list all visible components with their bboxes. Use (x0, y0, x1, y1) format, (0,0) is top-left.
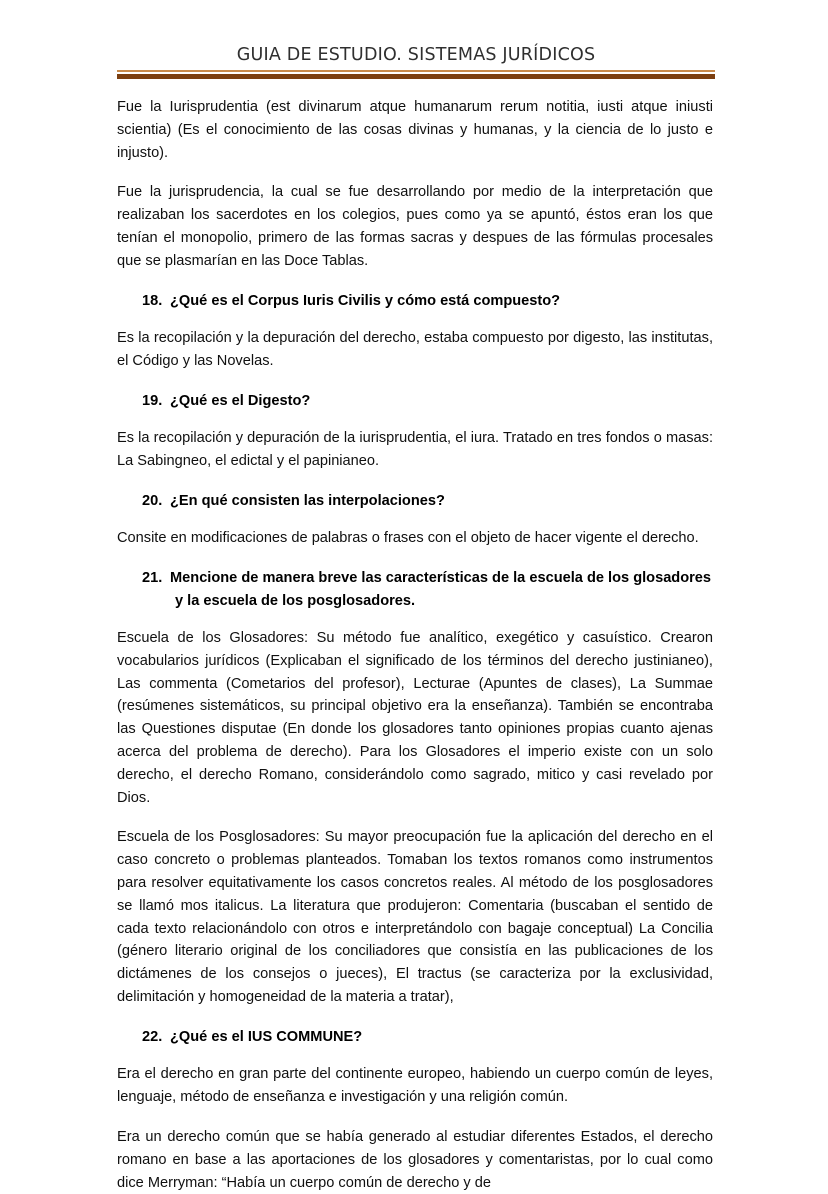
body-paragraph: Fue la Iurisprudentia (est divinarum atque humanarum rerum notitia, iusti atque iniusti scientia) (Es el conocimiento de las cosas divinas y humanas, y la ciencia de lo justo e injusto). (117, 99, 713, 161)
question-number: 19. (142, 392, 163, 409)
body-paragraph: Escuela de los Glosadores: Su método fue analítico, exegético y casuístico. Crearon vocabularios jurídicos (Explicaban el significado de los términos del derecho justinianeo), Las commenta (Cometarios del profesor), Lecturae (Apuntes de clases), La Summae (resúmenes sistemáticos, su principal objetivo era la enseñanza). También se encontraba las Questiones disputae (En donde los glosadores tanto opiniones propias cuanto ajenas acerca del problema de derecho). Para los Glosadores el imperio existe con un solo derecho, el derecho Romano, considerándolo como sagrado, mitico y casi revelado por Dios. (117, 630, 713, 806)
question-text: ¿En qué consisten las interpolaciones? (170, 492, 445, 509)
body-paragraph: Es la recopilación y depuración de la iurisprudentia, el iura. Tratado en tres fondos o masas: La Sabingneo, el edictal y el papinianeo. (117, 430, 713, 469)
question-text: Mencione de manera breve las características de la escuela de los glosadores y la escuela de los posglosadores. (170, 570, 712, 609)
body-paragraph: Fue la jurisprudencia, la cual se fue desarrollando por medio de la interpretación que realizaban los sacerdotes en los colegios, pues como ya se apuntó, éstos eran los que tenían el monopolio, primero de las formas sacras y despues de las fórmulas procesales que se plasmarían en las Doce Tablas. (117, 184, 713, 269)
body-paragraph: Era un derecho común que se había generado al estudiar diferentes Estados, el derecho romano en base a las aportaciones de los glosadores y comentaristas, por lo cual como dice Merryman: “Había un cuerpo común de derecho y de (117, 1128, 713, 1191)
body-paragraph: Escuela de los Posglosadores: Su mayor preocupación fue la aplicación del derecho en el caso concreto o problemas planteados. Tomaban los textos romanos como instrumentos para resolver equitativamente los casos concretos reales. Al método de los posglosadores se llamó mos italicus. La literatura que produjeron: Comentaria (buscaban el sentido de cada texto relacionándolo con otros e interpretándolo con bagaje conceptual) La Concilia (género literario original de los conciliadores que consistía en las publicaciones de los dictámenes de los consejos o jueces), El tractus (se caracteriza por la exclusividad, delimitación y homogeneidad de la materia a tratar), (117, 829, 713, 1006)
header-rule-thick (117, 74, 715, 79)
question-heading (117, 290, 713, 313)
question-number: 21. (142, 570, 163, 587)
question-text: ¿Qué es el Digesto? (170, 392, 311, 409)
page-header (117, 44, 715, 79)
question-heading (117, 490, 713, 513)
document-body (117, 96, 713, 1194)
question-number: 18. (142, 292, 163, 309)
question-heading (117, 1026, 713, 1049)
question-number: 20. (142, 492, 163, 509)
body-paragraph: Es la recopilación y la depuración del derecho, estaba compuesto por digesto, las institutas, el Código y las Novelas. (117, 330, 713, 369)
question-heading (117, 390, 713, 413)
question-heading (117, 567, 713, 612)
body-paragraph: Era el derecho en gran parte del continente europeo, habiendo un cuerpo común de leyes, lenguaje, método de enseñanza e investigación y una religión común. (117, 1066, 713, 1106)
body-paragraph: Consite en modificaciones de palabras o frases con el objeto de hacer vigente el derecho. (117, 530, 699, 547)
question-text: ¿Qué es el Corpus Iuris Civilis y cómo está compuesto? (170, 292, 561, 309)
question-text: ¿Qué es el IUS COMMUNE? (170, 1028, 363, 1045)
question-number: 22. (142, 1028, 163, 1045)
page-header-title: GUIA DE ESTUDIO. SISTEMAS JURÍDICOS (236, 45, 596, 65)
